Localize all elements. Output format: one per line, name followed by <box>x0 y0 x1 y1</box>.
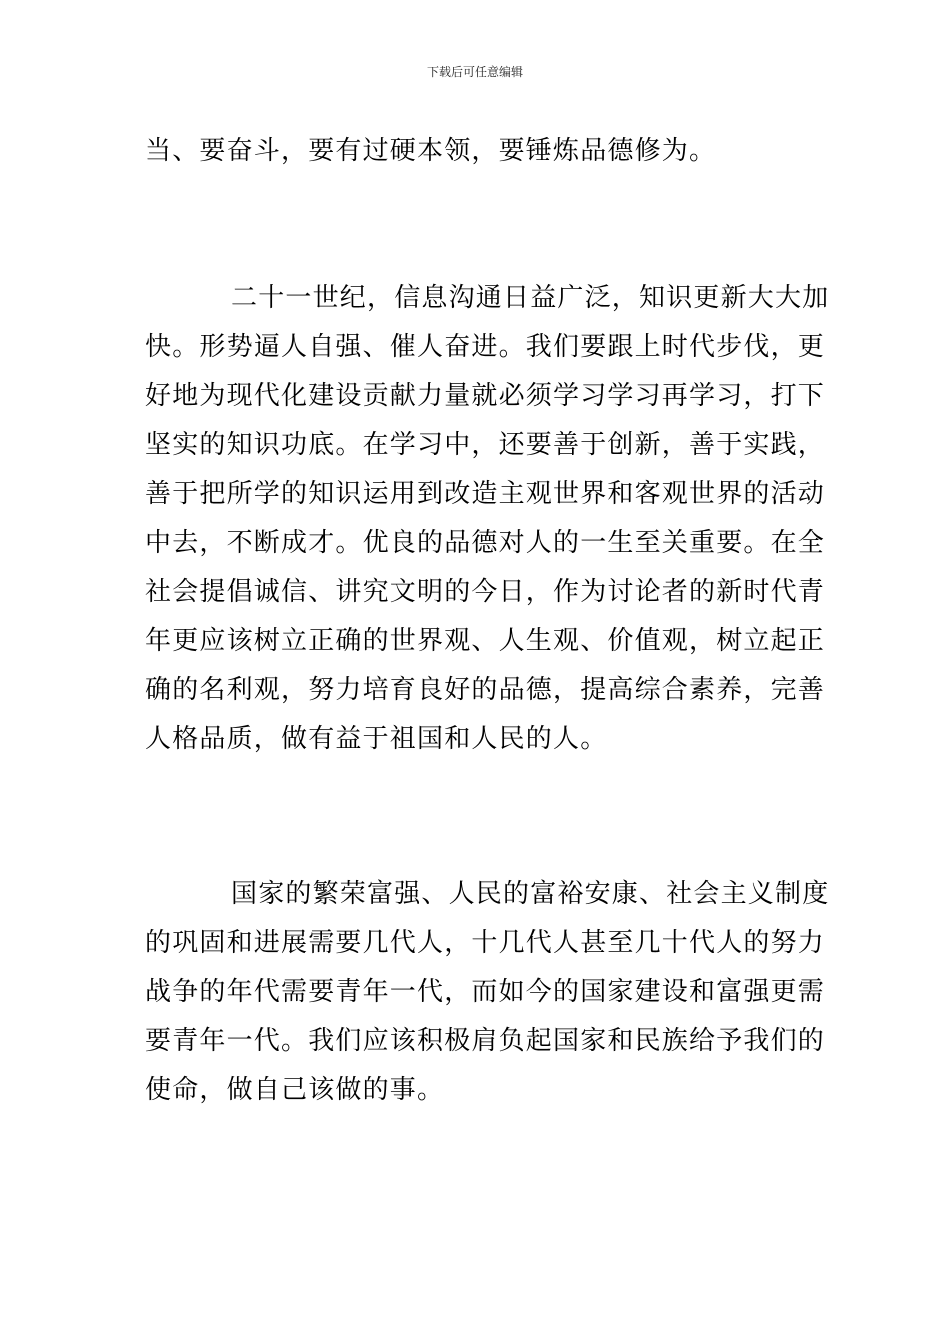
paragraph-line: 二十一世纪，信息沟通日益广泛，知识更新大大加 <box>231 283 830 313</box>
paragraph-line: 的巩固和进展需要几代人，十几代人甚至几十代人的努力 <box>145 928 826 958</box>
paragraph-line: 要青年一代。我们应该积极肩负起国家和民族给予我们的 <box>145 1026 826 1056</box>
paragraph-line: 国家的繁荣富强、人民的富裕安康、社会主义制度 <box>231 879 830 909</box>
paragraph-line: 战争的年代需要青年一代，而如今的国家建设和富强更需 <box>145 977 826 1007</box>
paragraph-line: 当、要奋斗，要有过硬本领，要锤炼品德修为。 <box>145 136 717 166</box>
paragraph-line: 年更应该树立正确的世界观、人生观、价值观，树立起正 <box>145 626 826 656</box>
paragraph-line: 中去，不断成才。优良的品德对人的一生至关重要。在全 <box>145 528 826 558</box>
paragraph-line: 好地为现代化建设贡献力量就必须学习学习再学习，打下 <box>145 381 826 411</box>
paragraph-line: 善于把所学的知识运用到改造主观世界和客观世界的活动 <box>145 479 826 509</box>
paragraph-line: 使命，做自己该做的事。 <box>145 1075 445 1105</box>
paragraph-line: 人格品质，做有益于祖国和人民的人。 <box>145 724 608 754</box>
paragraph-2 <box>145 274 830 764</box>
paragraph-line: 快。形势逼人自强、催人奋进。我们要跟上时代步伐，更 <box>145 332 826 362</box>
page-header: 下载后可任意编辑 <box>426 65 523 79</box>
paragraph-1 <box>145 127 807 176</box>
paragraph-line: 坚实的知识功底。在学习中，还要善于创新，善于实践， <box>145 430 826 460</box>
paragraph-line: 社会提倡诚信、讲究文明的今日，作为讨论者的新时代青 <box>145 577 826 607</box>
paragraph-line: 确的名利观，努力培育良好的品德，提高综合素养，完善 <box>145 675 826 705</box>
paragraph-3 <box>145 870 830 1115</box>
